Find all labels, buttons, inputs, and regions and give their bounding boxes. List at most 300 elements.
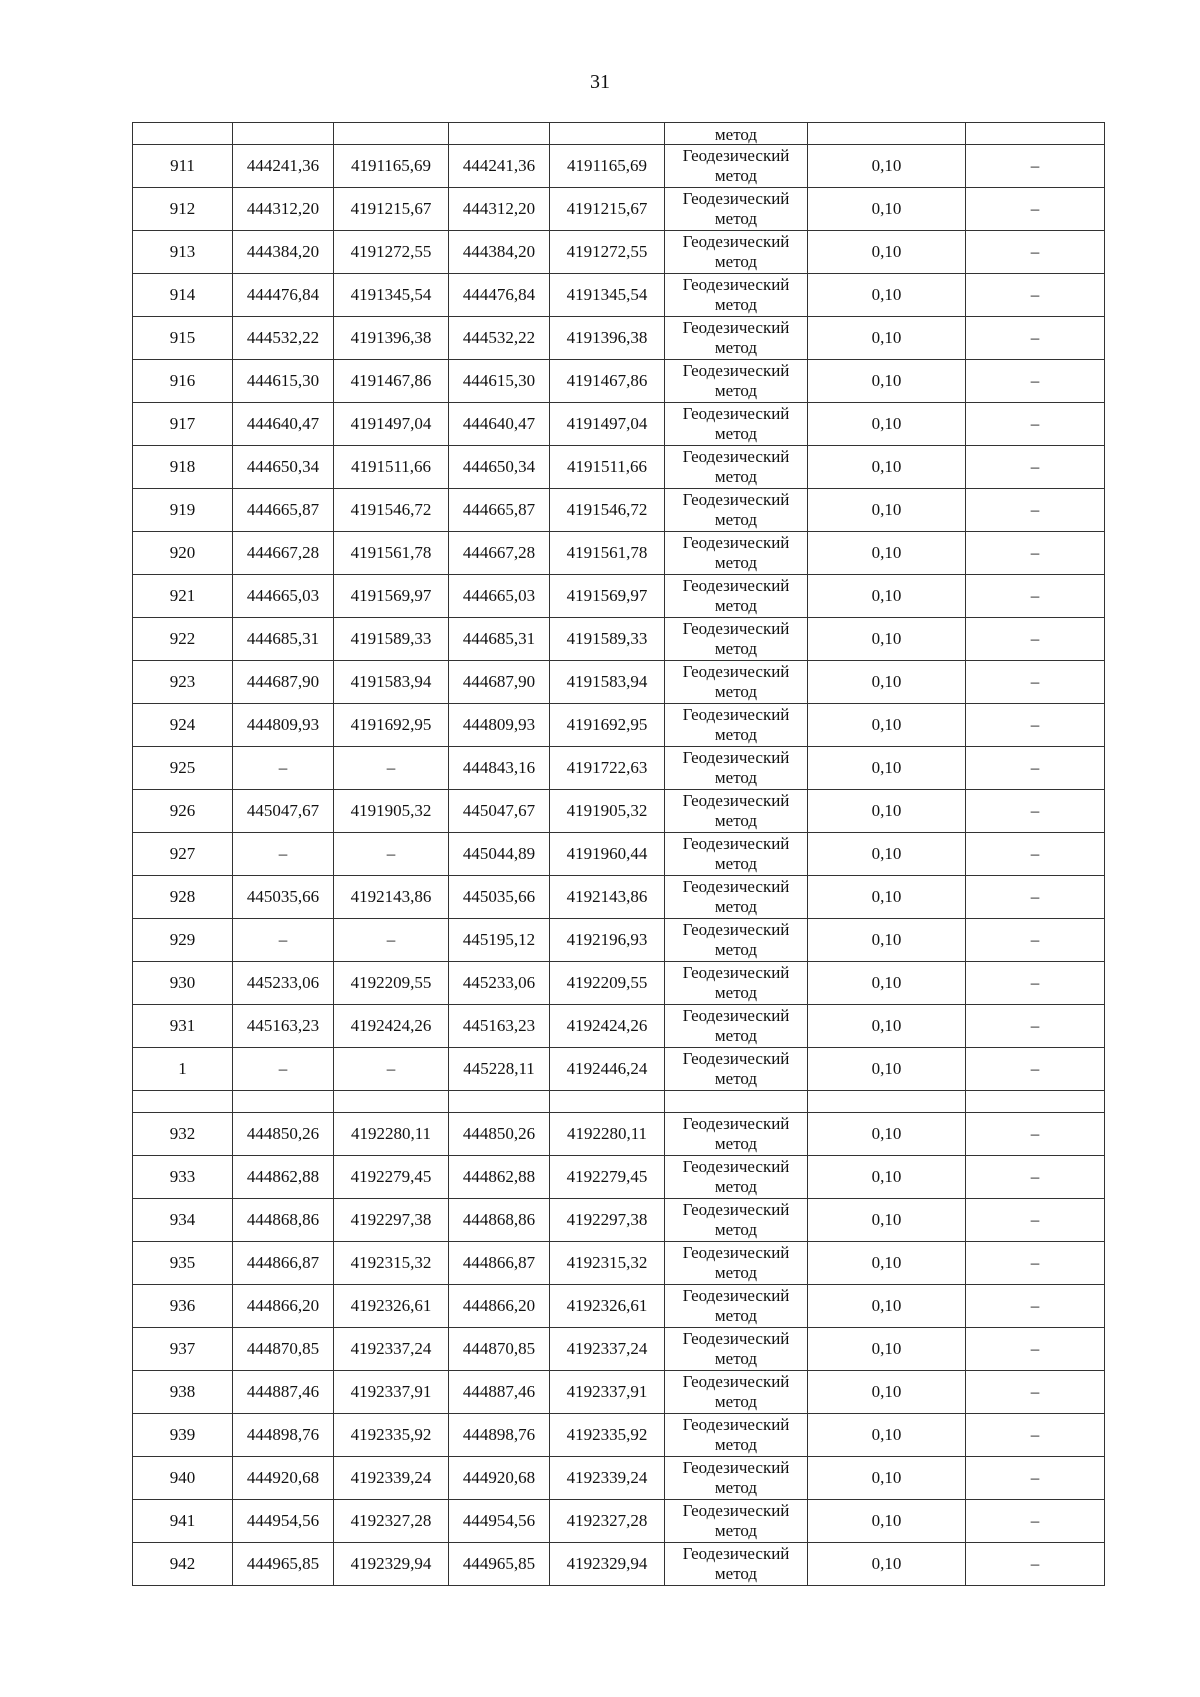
cell-note: – [966,1414,1105,1457]
cell-x-new: 444241,36 [449,145,550,188]
cell-method [665,1156,808,1199]
cell-method [665,274,808,317]
cell-x-new: 444384,20 [449,231,550,274]
cell-y-new: 4191511,66 [550,446,665,489]
table-body [133,123,1105,1586]
cell-x-old: 444866,20 [233,1285,334,1328]
cell-note: – [966,1285,1105,1328]
table-row [133,1457,1105,1500]
cell-method [665,833,808,876]
method-line-1: Геодезический [682,1372,790,1391]
cell-point: 939 [133,1414,233,1457]
cell-point: 934 [133,1199,233,1242]
table-row [133,833,1105,876]
cell-y-old: – [334,833,449,876]
cell-y-new: 4191215,67 [550,188,665,231]
method-line-1: Геодезический [682,490,790,509]
cell-method [665,1005,808,1048]
cell-x-new: 444650,34 [449,446,550,489]
cell-x-new: 444862,88 [449,1156,550,1199]
cell-note: – [966,1005,1105,1048]
method-line-2: метод [714,682,758,701]
method-line-1: Геодезический [682,1200,790,1219]
cell-x-old: 444687,90 [233,661,334,704]
method-line-2: метод [714,1069,758,1088]
cell-note: – [966,446,1105,489]
cell-y-new: 4192339,24 [550,1457,665,1500]
cell-note: – [966,489,1105,532]
method-line-2: метод [714,338,758,357]
cell-note: – [966,833,1105,876]
table-row [133,274,1105,317]
table-row [133,1199,1105,1242]
cell-method [665,360,808,403]
method-line-1: Геодезический [682,1544,790,1563]
method-line-1: Геодезический [682,146,790,165]
cell-y-old: 4191905,32 [334,790,449,833]
cell-point: 932 [133,1113,233,1156]
table-row [133,317,1105,360]
cell-point: 911 [133,145,233,188]
cell-x-old: 445035,66 [233,876,334,919]
method-line-1: Геодезический [682,1006,790,1025]
cell-y-new: 4191589,33 [550,618,665,661]
cell-y-old: – [334,1048,449,1091]
cell-method [665,790,808,833]
table-row [133,360,1105,403]
cell-y-old: 4192337,91 [334,1371,449,1414]
cell-x-new: 444870,85 [449,1328,550,1371]
cell-x-new: 444476,84 [449,274,550,317]
cell-method [665,1242,808,1285]
cell-note: – [966,1500,1105,1543]
cell-method [665,661,808,704]
cell-x-old: 444685,31 [233,618,334,661]
method-line-2: метод [714,983,758,1002]
table-row [133,1543,1105,1586]
cell-accuracy: 0,10 [808,1328,966,1371]
cell-x-new: 444898,76 [449,1414,550,1457]
empty-cell [133,1091,233,1113]
cell-x-new: 444665,87 [449,489,550,532]
cell-y-old: 4191497,04 [334,403,449,446]
method-line-2: метод [714,1392,758,1411]
cell-accuracy: 0,10 [808,618,966,661]
cell-y-new: 4192424,26 [550,1005,665,1048]
empty-cell [233,1091,334,1113]
table-row [133,704,1105,747]
cell-x-new: 444866,87 [449,1242,550,1285]
cell-x-old: 444615,30 [233,360,334,403]
method-line-1: Геодезический [682,834,790,853]
method-line-2: метод [714,940,758,959]
cell-y-new: 4192335,92 [550,1414,665,1457]
cell-y-old: 4192329,94 [334,1543,449,1586]
method-line-2: метод [714,639,758,658]
cell-x-new: 444312,20 [449,188,550,231]
method-line-2: метод [714,725,758,744]
cell-accuracy: 0,10 [808,188,966,231]
method-line-1: Геодезический [682,1501,790,1520]
cell-y-old: 4191165,69 [334,145,449,188]
cell-y-new: 4191467,86 [550,360,665,403]
method-line-1: Геодезический [682,447,790,466]
method-line-2: метод [714,811,758,830]
cell-point: 921 [133,575,233,618]
table-row [133,790,1105,833]
cell-x-new [449,123,550,145]
cell-note [966,123,1105,145]
cell-y-new: 4192279,45 [550,1156,665,1199]
method-line-1: Геодезический [682,1458,790,1477]
cell-x-old: 444887,46 [233,1371,334,1414]
cell-y-old: 4192424,26 [334,1005,449,1048]
cell-method [665,532,808,575]
cell-y-old: 4191345,54 [334,274,449,317]
empty-cell [449,1091,550,1113]
cell-note: – [966,145,1105,188]
cell-accuracy: 0,10 [808,274,966,317]
method-line-2: метод [714,510,758,529]
table-row [133,188,1105,231]
cell-x-old: 444920,68 [233,1457,334,1500]
cell-y-old: 4191511,66 [334,446,449,489]
cell-note: – [966,575,1105,618]
cell-x-old: – [233,1048,334,1091]
method-line-1: Геодезический [682,748,790,767]
cell-method [665,1500,808,1543]
cell-y-new: 4192143,86 [550,876,665,919]
cell-y-old: 4191215,67 [334,188,449,231]
cell-point: 920 [133,532,233,575]
cell-y-new: 4191583,94 [550,661,665,704]
cell-accuracy: 0,10 [808,1457,966,1500]
cell-accuracy: 0,10 [808,1199,966,1242]
cell-method [665,489,808,532]
cell-accuracy: 0,10 [808,446,966,489]
cell-method [665,1414,808,1457]
method-line-1: Геодезический [682,576,790,595]
cell-y-new: 4191905,32 [550,790,665,833]
method-line-2: метод [714,1478,758,1497]
method-line-1: Геодезический [682,318,790,337]
method-line-1: Геодезический [682,361,790,380]
continuation-row [133,123,1105,145]
method-line-1: Геодезический [682,705,790,724]
cell-point [133,123,233,145]
cell-method [665,123,808,145]
cell-x-new: 445163,23 [449,1005,550,1048]
method-line-1: Геодезический [682,1049,790,1068]
cell-x-old: 444965,85 [233,1543,334,1586]
cell-method [665,618,808,661]
cell-y-new: 4192297,38 [550,1199,665,1242]
cell-note: – [966,790,1105,833]
cell-point: 942 [133,1543,233,1586]
cell-point: 940 [133,1457,233,1500]
cell-x-new: 444665,03 [449,575,550,618]
method-line-2: метод [714,166,758,185]
table-row [133,1328,1105,1371]
cell-y-old: 4192326,61 [334,1285,449,1328]
cell-point: 938 [133,1371,233,1414]
cell-y-old: 4191546,72 [334,489,449,532]
cell-x-old: 444312,20 [233,188,334,231]
cell-x-old: 444954,56 [233,1500,334,1543]
cell-point: 928 [133,876,233,919]
cell-x-new: 444532,22 [449,317,550,360]
cell-x-new: 444640,47 [449,403,550,446]
cell-point: 916 [133,360,233,403]
cell-note: – [966,403,1105,446]
cell-y-new: 4192209,55 [550,962,665,1005]
cell-note: – [966,1543,1105,1586]
cell-accuracy: 0,10 [808,1371,966,1414]
cell-note: – [966,1371,1105,1414]
cell-x-new: 444809,93 [449,704,550,747]
cell-y-new [550,123,665,145]
cell-y-new: 4192196,93 [550,919,665,962]
cell-y-old: 4191589,33 [334,618,449,661]
cell-y-old: 4191561,78 [334,532,449,575]
table-row [133,231,1105,274]
cell-y-old: 4192315,32 [334,1242,449,1285]
cell-x-old: 444809,93 [233,704,334,747]
cell-point: 917 [133,403,233,446]
cell-y-old: 4191396,38 [334,317,449,360]
cell-point: 931 [133,1005,233,1048]
cell-note: – [966,919,1105,962]
cell-x-old: 444665,03 [233,575,334,618]
method-line-2: метод [714,1521,758,1540]
method-line-2: метод [714,209,758,228]
cell-y-new: 4191546,72 [550,489,665,532]
cell-x-new: 444887,46 [449,1371,550,1414]
cell-note: – [966,1242,1105,1285]
cell-point: 941 [133,1500,233,1543]
cell-point: 936 [133,1285,233,1328]
method-line-2: метод [714,1026,758,1045]
cell-x-old: 445047,67 [233,790,334,833]
cell-y-new: 4191722,63 [550,747,665,790]
cell-y-new: 4192315,32 [550,1242,665,1285]
table-row [133,1005,1105,1048]
cell-y-old: 4191272,55 [334,231,449,274]
cell-accuracy: 0,10 [808,403,966,446]
method-line-2: метод [714,553,758,572]
cell-x-new: 445047,67 [449,790,550,833]
cell-y-old: – [334,919,449,962]
cell-point: 935 [133,1242,233,1285]
cell-x-new: 444667,28 [449,532,550,575]
cell-note: – [966,360,1105,403]
table-row [133,1156,1105,1199]
cell-x-new: 445233,06 [449,962,550,1005]
method-line-2: метод [714,1263,758,1282]
method-continuation: метод [714,125,758,144]
method-line-2: метод [714,424,758,443]
table-row [133,532,1105,575]
cell-method [665,1457,808,1500]
cell-x-old: 444870,85 [233,1328,334,1371]
cell-note: – [966,876,1105,919]
cell-method [665,145,808,188]
cell-note: – [966,704,1105,747]
method-line-1: Геодезический [682,404,790,423]
method-line-2: метод [714,1306,758,1325]
cell-point: 924 [133,704,233,747]
cell-x-new: 445044,89 [449,833,550,876]
empty-cell [966,1091,1105,1113]
cell-method [665,1371,808,1414]
cell-y-old: 4192143,86 [334,876,449,919]
page-number: 31 [590,71,610,93]
method-line-2: метод [714,1177,758,1196]
cell-y-old: 4192339,24 [334,1457,449,1500]
cell-method [665,876,808,919]
cell-accuracy: 0,10 [808,1048,966,1091]
cell-accuracy: 0,10 [808,489,966,532]
cell-method [665,704,808,747]
cell-accuracy: 0,10 [808,1285,966,1328]
cell-point: 914 [133,274,233,317]
method-line-1: Геодезический [682,1286,790,1305]
method-line-2: метод [714,768,758,787]
separator-row [133,1091,1105,1113]
table-row [133,1371,1105,1414]
cell-x-new: 444866,20 [449,1285,550,1328]
cell-x-new: 444868,86 [449,1199,550,1242]
cell-method [665,962,808,1005]
method-line-1: Геодезический [682,963,790,982]
cell-accuracy: 0,10 [808,1113,966,1156]
cell-y-old: 4192337,24 [334,1328,449,1371]
cell-method [665,1048,808,1091]
table-row [133,1500,1105,1543]
cell-accuracy: 0,10 [808,919,966,962]
cell-point: 926 [133,790,233,833]
cell-note: – [966,747,1105,790]
cell-point: 919 [133,489,233,532]
table-row [133,661,1105,704]
cell-y-old: 4192279,45 [334,1156,449,1199]
cell-y-new: 4192280,11 [550,1113,665,1156]
cell-x-old: 444868,86 [233,1199,334,1242]
empty-cell [334,1091,449,1113]
table-row [133,1048,1105,1091]
cell-method [665,403,808,446]
cell-x-old: – [233,919,334,962]
cell-x-new: 444850,26 [449,1113,550,1156]
cell-note: – [966,661,1105,704]
table-row [133,876,1105,919]
cell-accuracy: 0,10 [808,1156,966,1199]
cell-note: – [966,317,1105,360]
cell-x-old: 444384,20 [233,231,334,274]
coordinates-table [132,122,1105,1586]
cell-x-old: 445163,23 [233,1005,334,1048]
cell-accuracy: 0,10 [808,575,966,618]
cell-point: 937 [133,1328,233,1371]
cell-y-new: 4191569,97 [550,575,665,618]
cell-y-old: 4191583,94 [334,661,449,704]
cell-x-old: 444650,34 [233,446,334,489]
cell-method [665,317,808,360]
cell-note: – [966,1113,1105,1156]
cell-point: 912 [133,188,233,231]
cell-y-old: 4191569,97 [334,575,449,618]
method-line-1: Геодезический [682,189,790,208]
cell-accuracy: 0,10 [808,145,966,188]
cell-y-old: 4192280,11 [334,1113,449,1156]
cell-y-new: 4191561,78 [550,532,665,575]
cell-y-old: 4192297,38 [334,1199,449,1242]
cell-x-old: 444667,28 [233,532,334,575]
table-row [133,403,1105,446]
table-row [133,145,1105,188]
method-line-2: метод [714,1564,758,1583]
cell-y-new: 4191165,69 [550,145,665,188]
method-line-1: Геодезический [682,1114,790,1133]
method-line-1: Геодезический [682,1415,790,1434]
cell-method [665,1543,808,1586]
cell-accuracy: 0,10 [808,231,966,274]
cell-method [665,1113,808,1156]
cell-accuracy: 0,10 [808,962,966,1005]
cell-x-old [233,123,334,145]
cell-point: 923 [133,661,233,704]
method-line-2: метод [714,854,758,873]
cell-accuracy: 0,10 [808,1005,966,1048]
table-row [133,618,1105,661]
cell-x-new: 444687,90 [449,661,550,704]
cell-method [665,188,808,231]
cell-method [665,231,808,274]
cell-accuracy: 0,10 [808,317,966,360]
cell-method [665,747,808,790]
cell-x-new: 445035,66 [449,876,550,919]
cell-note: – [966,532,1105,575]
method-line-2: метод [714,467,758,486]
cell-x-old: – [233,747,334,790]
cell-accuracy: 0,10 [808,532,966,575]
cell-y-old: 4192209,55 [334,962,449,1005]
cell-y-new: 4192327,28 [550,1500,665,1543]
empty-cell [808,1091,966,1113]
cell-x-old: 445233,06 [233,962,334,1005]
cell-y-new: 4191272,55 [550,231,665,274]
cell-y-old: 4191692,95 [334,704,449,747]
cell-x-new: 444843,16 [449,747,550,790]
cell-point: 925 [133,747,233,790]
cell-y-old: – [334,747,449,790]
table-row [133,489,1105,532]
cell-note: – [966,962,1105,1005]
method-line-1: Геодезический [682,791,790,810]
cell-y-new: 4191345,54 [550,274,665,317]
cell-y-new: 4191497,04 [550,403,665,446]
cell-accuracy: 0,10 [808,704,966,747]
cell-note: – [966,1048,1105,1091]
cell-y-new: 4192446,24 [550,1048,665,1091]
table-row [133,747,1105,790]
method-line-1: Геодезический [682,232,790,251]
cell-y-new: 4192329,94 [550,1543,665,1586]
method-line-1: Геодезический [682,619,790,638]
cell-accuracy [808,123,966,145]
empty-cell [665,1091,808,1113]
cell-method [665,1199,808,1242]
